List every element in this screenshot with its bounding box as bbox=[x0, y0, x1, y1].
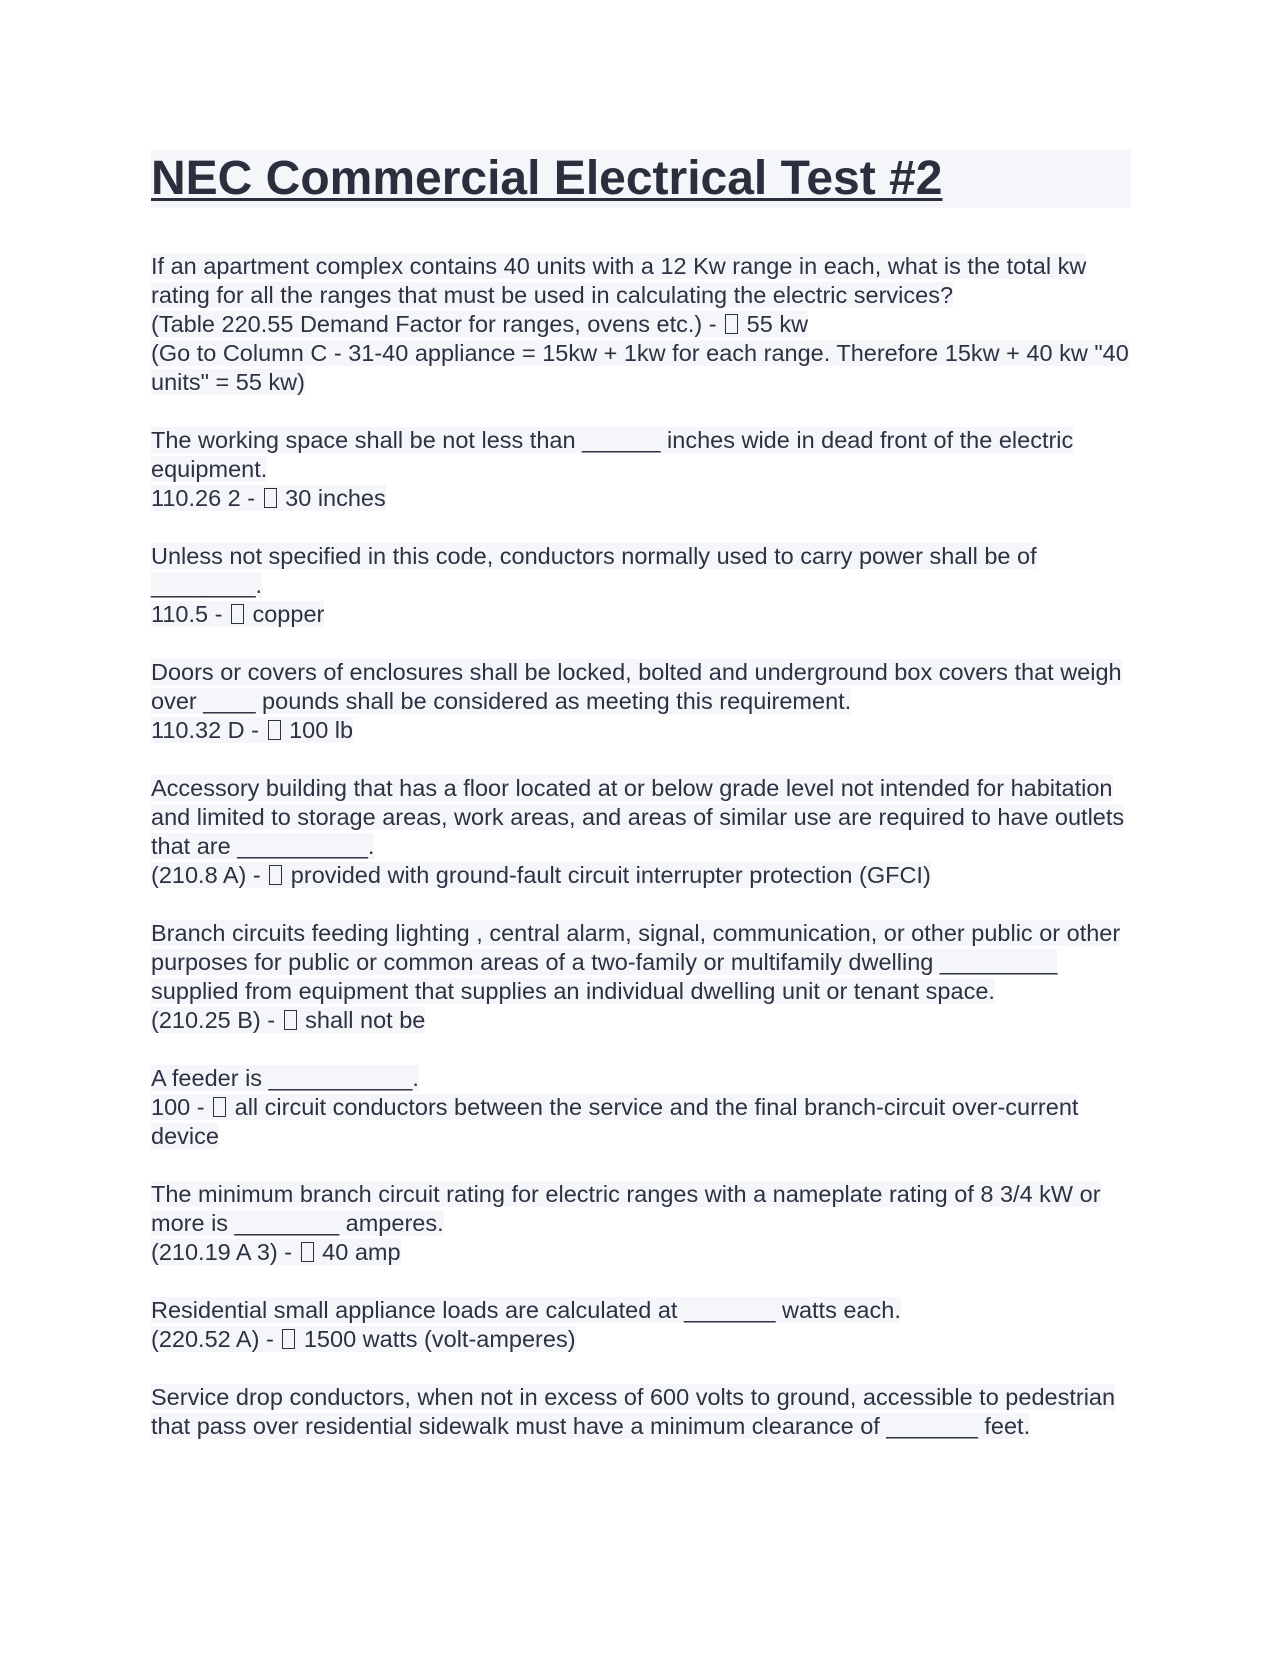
question-text: If an apartment complex contains 40 units with a 12 Kw range in each, what is the total kw rating for all the ranges that must be used in calculating the electric services? bbox=[151, 253, 1087, 308]
question-block bbox=[151, 1296, 1131, 1354]
question-text: Doors or covers of enclosures shall be locked, bolted and underground box covers that weigh over ____ pounds shall be considered as meeting this requirement. bbox=[151, 659, 1122, 714]
answer-text: copper bbox=[252, 601, 325, 627]
question-block bbox=[151, 542, 1131, 629]
answer-note: (Go to Column C - 31-40 appliance = 15kw + 1kw for each range. Therefore 15kw + 40 kw "40 units" = 55 kw) bbox=[151, 340, 1129, 395]
answer-line bbox=[151, 862, 931, 888]
document-page bbox=[151, 150, 1131, 1470]
question-text: Residential small appliance loads are calculated at _______ watts each. bbox=[151, 1297, 901, 1323]
question-text: A feeder is ___________. bbox=[151, 1065, 419, 1091]
question-block bbox=[151, 919, 1131, 1035]
answer-text: 55 kw bbox=[746, 311, 809, 337]
question-text: Unless not specified in this code, conductors normally used to carry power shall be of ________. bbox=[151, 543, 1037, 598]
answer-text: 30 inches bbox=[285, 485, 386, 511]
answer-line bbox=[151, 485, 386, 511]
checkbox-glyph-icon bbox=[725, 314, 738, 334]
answer-line bbox=[151, 1326, 576, 1352]
answer-reference: 110.32 D - bbox=[151, 717, 259, 743]
checkbox-glyph-icon bbox=[213, 1097, 226, 1117]
answer-reference: (Table 220.55 Demand Factor for ranges, ovens etc.) - bbox=[151, 311, 717, 337]
question-block bbox=[151, 774, 1131, 890]
question-block bbox=[151, 1180, 1131, 1267]
answer-reference: 110.26 2 - bbox=[151, 485, 256, 511]
question-block bbox=[151, 1383, 1131, 1441]
answer-text: 100 lb bbox=[289, 717, 354, 743]
question-text: The minimum branch circuit rating for electric ranges with a nameplate rating of 8 3/4 kW or more is ________ amperes. bbox=[151, 1181, 1101, 1236]
answer-text: provided with ground-fault circuit interrupter protection (GFCI) bbox=[290, 862, 931, 888]
answer-line bbox=[151, 1007, 425, 1033]
question-block bbox=[151, 252, 1131, 397]
answer-text: 40 amp bbox=[322, 1239, 401, 1265]
answer-reference: (210.8 A) - bbox=[151, 862, 261, 888]
checkbox-glyph-icon bbox=[282, 1329, 295, 1349]
answer-text: shall not be bbox=[305, 1007, 426, 1033]
answer-reference: (220.52 A) - bbox=[151, 1326, 274, 1352]
answer-text: 1500 watts (volt-amperes) bbox=[303, 1326, 576, 1352]
answer-reference: (210.25 B) - bbox=[151, 1007, 276, 1033]
question-text: Branch circuits feeding lighting , central alarm, signal, communication, or other public or other purposes for public or common areas of a two-family or multifamily dwelling _________ supplied from equipment that supplies an individual dwelling unit or tenant space. bbox=[151, 920, 1121, 1004]
page-title: NEC Commercial Electrical Test #2 bbox=[151, 152, 943, 205]
checkbox-glyph-icon bbox=[268, 720, 281, 740]
question-text: The working space shall be not less than ______ inches wide in dead front of the electric equipment. bbox=[151, 427, 1074, 482]
question-text: Service drop conductors, when not in excess of 600 volts to ground, accessible to pedestrian that pass over residential sidewalk must have a minimum clearance of _______ feet. bbox=[151, 1384, 1116, 1439]
checkbox-glyph-icon bbox=[284, 1010, 297, 1030]
question-block bbox=[151, 1064, 1131, 1151]
question-block bbox=[151, 658, 1131, 745]
checkbox-glyph-icon bbox=[264, 488, 277, 508]
answer-line bbox=[151, 1239, 401, 1265]
answer-text: all circuit conductors between the service and the final branch-circuit over-current device bbox=[151, 1094, 1079, 1149]
question-text: Accessory building that has a floor located at or below grade level not intended for habitation and limited to storage areas, work areas, and areas of similar use are required to have outlets that are __________. bbox=[151, 775, 1125, 859]
answer-line bbox=[151, 1094, 1078, 1149]
title-bar bbox=[151, 150, 1131, 208]
answer-line bbox=[151, 311, 808, 337]
answer-line bbox=[151, 717, 353, 743]
answer-line bbox=[151, 601, 324, 627]
answer-reference: 110.5 - bbox=[151, 601, 223, 627]
checkbox-glyph-icon bbox=[301, 1242, 314, 1262]
answer-reference: (210.19 A 3) - bbox=[151, 1239, 293, 1265]
question-block bbox=[151, 426, 1131, 513]
answer-reference: 100 - bbox=[151, 1094, 205, 1120]
checkbox-glyph-icon bbox=[269, 865, 282, 885]
checkbox-glyph-icon bbox=[231, 604, 244, 624]
